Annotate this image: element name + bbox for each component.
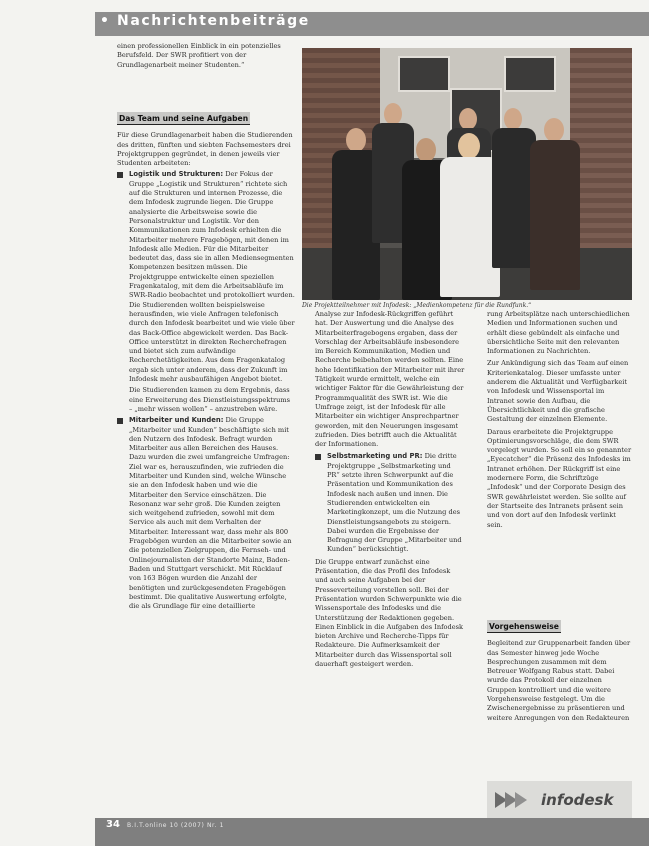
section-heading-team: Das Team und seine Aufgaben	[117, 112, 250, 125]
page-number: 34	[106, 819, 120, 830]
column-2	[315, 310, 465, 822]
bullet-marketing-text: Die dritte Projektgruppe „Selbstmarketing und PR“ setzte ihren Schwerpunkt auf die Präsentation und Kommunikation des Infodesk nach außen und innen. Die Studierenden entwickelten ein Marketingkonzept, um die Nutzung des Dienstleistungsangebots zu steigern. Dabei wurden die Ergebnisse der Befragung der Gruppe „Mitarbeiter und Kunden“ berücksichtigt.	[327, 452, 462, 554]
intro-text: einen professionellen Einblick in ein potenzielles Berufsfeld. Der SWR profitiert von der Grundlagenarbeit meiner Studenten.“	[117, 42, 281, 69]
arrows-icon	[495, 790, 535, 810]
paragraph-lead: Für diese Grundlagenarbeit haben die Studierenden des dritten, fünften und siebten Fachsemesters drei Projektgruppen gegründet, in denen jeweils vier Studenten arbeiteten:	[117, 131, 293, 168]
journal-reference: B.I.T.online 10 (2007) Nr. 1	[127, 822, 225, 829]
col3-paragraph-4: Begleitend zur Gruppenarbeit fanden über das Semester hinweg jede Woche Besprechungen zusammen mit dem Betreuer Wolfgang Rabus statt. Dabei wurde das Protokoll der einzelnen Gruppen kontrolliert und die weitere Vorgehensweise festgelegt. Um die Zwischenergebnisse zu präsentieren und weitere Anregungen von den Redakteuren	[487, 639, 631, 722]
bullet-staff	[117, 416, 295, 611]
bullet-logistics-text: Der Fokus der Gruppe „Logistik und Strukturen“ richtete sich auf die Strukturen und internen Prozesse, die dem Infodesk zugrunde liegen. Die Gruppe analysierte die Arbeitsweise sowie die Personalstruktur und Logistik. Vor den Kommunikationen zum Infodesk erhielten die Mitarbeiter mehrere Fragebögen, mit denen im Infodesk alle Medien. Für die Mitarbeiter bedeutet das, dass sie in allen Mediensegmenten Kompetenzen besitzen müssen. Die Projektgruppe entwickelte einen speziellen Fragenkatalog, mit dem die Arbeitsabläufe im SWR-Radio beobachtet und protokolliert wurden. Die Studierenden wollten beispielsweise herausfinden, wie viele Anfragen telefonisch durch den Infodesk bearbeitet und wie viele über das Back-Office abgewickelt werden. Das Back-Office unterstützt in direkten Recherchefragen und bietet sich zum aufwändige Recherchetätigkeiten. Aus dem Fragenkatalog ergab sich unter anderem, dass der Zukunft im Infodesk mehr ausbaufähigen Angebot bietet.	[129, 170, 295, 384]
col2-paragraph-2: Die Gruppe entwarf zunächst eine Präsentation, die das Profil des Infodesk und auch seine Aufgaben bei der Presseverteilung vorstellen soll. Bei der Präsentation wurden Schwerpunkte wie die Wissensportale des Infodesks und die Unterstützung der Redaktionen gegeben. Einen Einblick in die Aufgaben des Infodesk bieten Archive und Recherche-Tipps für Redakteure. Die Aufmerksamkeit der Mitarbeiter durch das Wissensportal soll dauerhaft gesteigert werden.	[315, 557, 464, 668]
col3-paragraph-3: Daraus erarbeitete die Projektgruppe Optimierungsvorschläge, die dem SWR vorgelegt wurden. So soll ein so genannter „Eyecatcher“ die Präsenz des Infodesks im Intranet erhöhen. Der Rückgriff ist eine modernere Form, die Schriftzüge „Infodesk“ und der Corporate Design des SWR gewährleistet werden. Sie sollte auf der Startseite des Intranets präsent sein und von dort auf den Infodesk verlinkt sein.	[487, 427, 632, 529]
column-3	[487, 310, 632, 635]
section-title: • Nachrichtenbeiträge	[100, 13, 310, 29]
column-3-lower	[487, 620, 632, 760]
bullet-marketing-title: Selbstmarketing und PR:	[327, 452, 423, 461]
bullet-logistics	[117, 170, 295, 384]
col2-paragraph-1: Analyse zur Infodesk-Rückgriffen geführt hat. Der Auswertung und die Analyse des Mitarbeiterfragebogens ergaben, dass der Vorschlag der Arbeitsabläufe insbesondere im Bereich Kommunikation, Medien und Recherche beibehalten werden sollten. Eine hohe Identifikation der Mitarbeiter mit ihrer Tätigkeit wurde ermittelt, welche ein wichtiger Faktor für die Gewährleistung der Programmqualität des SWR ist. Wie die Umfrage zeigt, ist der Infodesk für alle Mitarbeiter ein wichtiger Ansprechpartner geworden, mit den Neuerungen insgesamt zufrieden. Dies betrifft auch die Aktualität der Informationen.	[315, 310, 465, 449]
photo-caption: Die Projektteilnehmer mit Infodesk: „Medienkompetenz für die Rundfunk.“	[302, 302, 532, 309]
col3-paragraph-1: rung Arbeitsplätze nach unterschiedlichen Medien und Informationen suchen und erhält diese gebündelt als einfache und übersichtliche Seite mit den relevanten Informationen zu Nachrichten.	[487, 310, 630, 356]
section-heading-approach: Vorgehensweise	[487, 620, 561, 633]
column-1	[117, 112, 295, 822]
bullet-logistics-title: Logistik und Strukturen:	[129, 170, 224, 179]
col3-paragraph-2: Zur Ankündigung sich das Team auf einen Kriterienkatalog. Dieser umfasste unter anderem die Aktualität und Verfügbarkeit von Infodesk und Wissensportal im Intranet sowie den Aufbau, die Übersichtlichkeit und die grafische Gestaltung der einzelnen Elemente.	[487, 359, 629, 424]
group-photo	[302, 48, 632, 300]
infodesk-logo: infodesk	[541, 791, 614, 809]
bullet-marketing	[315, 452, 465, 554]
paragraph-result: Die Studierenden kamen zu dem Ergebnis, dass eine Erweiterung des Dienstleistungsspektrums – „mehr wissen wollen“ – anzustreben wäre.	[129, 386, 291, 413]
header-bullet-icon: •	[100, 13, 118, 29]
bullet-staff-title: Mitarbeiter und Kunden:	[129, 416, 224, 425]
bullet-staff-text: Die Gruppe „Mitarbeiter und Kunden“ beschäftigte sich mit den Nutzern des Infodesk. Befragt wurden Mitarbeiter aus allen Bereichen des Hauses. Dazu wurden die zwei umfangreiche Umfragen: Ziel war es, herauszufinden, wie zufrieden die Mitarbeiter und Kunden sind, welche Wünsche sie an den Infodesk haben und wie die Mitarbeiter den Service einschätzen. Die Resonanz war sehr groß. Die Kunden zeigten sich weitgehend zufrieden, sowohl mit dem Service als auch mit dem Verhalten der Mitarbeiter. Interessant war, dass mehr als 800 Fragebögen wurden an die Mitarbeiter sowie an die potenziellen Zielgruppen, die Fernseh- und Onlinejournalisten der Standorte Mainz, Baden-Baden und Stuttgart verschickt. Mit Rücklauf von 163 Bögen wurden die Anzahl der benötigten und zurückgesendeten Fragebögen bestimmt. Die qualitative Auswertung erfolgte, die als Grundlage für eine detaillierte	[129, 416, 292, 611]
